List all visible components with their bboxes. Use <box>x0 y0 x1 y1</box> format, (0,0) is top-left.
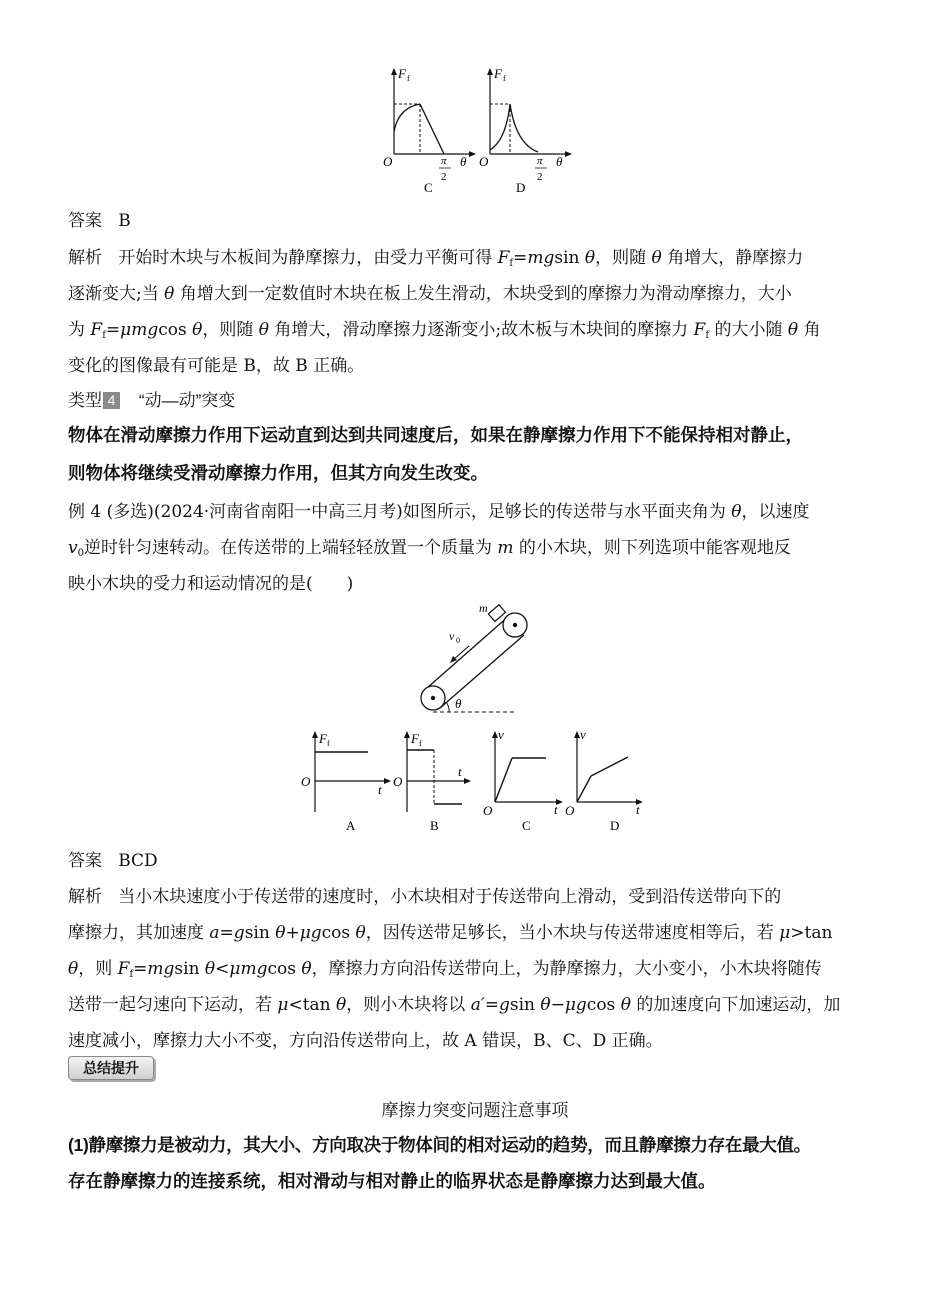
analysis-1-line-1: 解析 开始时木块与木板间为静摩擦力，由受力平衡可得 $F_f=mgsin$ θ，则随 θ 角增大，静摩擦力 <box>68 248 804 269</box>
graph-b <box>393 731 471 833</box>
bold-rule-line-1: 物体在滑动摩擦力作用下运动直到达到共同速度后，如果在静摩擦力作用下不能保持相对静止， <box>68 425 803 445</box>
example-4-line-2: $v_0$逆时针匀速转动。在传送带的上端轻轻放置一个质量为 m 的小木块，则下列选项中能客观地反 <box>68 538 791 559</box>
svg-text:π: π <box>537 155 543 167</box>
svg-text:t: t <box>458 764 462 779</box>
summary-tag: 总结提升 <box>68 1056 154 1080</box>
svg-text:O: O <box>565 803 575 818</box>
svg-text:2: 2 <box>537 171 543 183</box>
label-a: A <box>346 818 356 833</box>
option-graphs <box>298 726 658 838</box>
analysis-2-line-3: θ，则 $F_f=mgsin$ θ<μmgcos θ，摩擦力方向沿传送带向上，为静摩擦力，大小变小，小木块将随传 <box>68 959 822 980</box>
type-4-heading: 类型 4 “动—动”突变 <box>68 391 236 410</box>
example-4-line-1: 例 4 (多选)(2024·河南省南阳一中高三月考)如图所示，足够长的传送带与水平面夹角为 θ，以速度 <box>68 502 810 522</box>
answer-1: 答案 B <box>68 211 131 231</box>
svg-text:O: O <box>479 154 489 169</box>
svg-text:v: v <box>498 727 504 742</box>
svg-text:π: π <box>441 155 447 167</box>
type-number-badge: 4 <box>103 392 120 409</box>
graph-c-option <box>483 727 563 833</box>
svg-text:O: O <box>483 803 493 818</box>
svg-text:O: O <box>301 774 311 789</box>
svg-text:O: O <box>393 774 403 789</box>
svg-text:f: f <box>407 74 410 83</box>
small-block <box>488 605 505 622</box>
graph-a <box>301 731 391 833</box>
label-b: B <box>430 818 439 833</box>
label-d: D <box>516 180 526 195</box>
svg-text:m: m <box>479 601 488 615</box>
svg-text:F: F <box>494 66 502 81</box>
svg-text:θ: θ <box>460 154 467 169</box>
analysis-2-line-2: 摩擦力，其加速度 a=gsin θ+μgcos θ，因传送带足够长，当小木块与传送带速度相等后，若 μ>tan <box>68 923 833 943</box>
svg-text:v: v <box>449 629 455 643</box>
svg-text:O: O <box>383 154 393 169</box>
summary-line-1: (1)静摩擦力是被动力，其大小、方向取决于物体间的相对运动的趋势，而且静摩擦力存在最大值。 <box>68 1135 811 1155</box>
analysis-1-line-2: 逐渐变大;当 θ 角增大到一定数值时木块在板上发生滑动，木块受到的摩擦力为滑动摩擦力，大小 <box>68 284 792 304</box>
svg-text:θ: θ <box>455 696 462 711</box>
label-d-option: D <box>610 818 620 833</box>
svg-text:f: f <box>419 739 422 748</box>
analysis-2-line-1: 解析 当小木块速度小于传送带的速度时，小木块相对于传送带向上滑动，受到沿传送带向下的 <box>68 887 782 907</box>
top-figure <box>380 62 580 202</box>
analysis-2-line-5: 速度减小，摩擦力大小不变，方向沿传送带向上，故 A 错误，B、C、D 正确。 <box>68 1031 663 1051</box>
svg-text:F: F <box>411 731 419 746</box>
svg-text:t: t <box>636 802 640 817</box>
svg-text:v: v <box>580 727 586 742</box>
svg-text:0: 0 <box>456 636 460 645</box>
svg-text:t: t <box>378 782 382 797</box>
graph-d <box>479 66 572 195</box>
c-y-label: F <box>398 66 406 81</box>
label-c: C <box>424 180 433 195</box>
svg-text:f: f <box>327 739 330 748</box>
svg-text:2: 2 <box>441 171 447 183</box>
summary-line-2: 存在静摩擦力的连接系统，相对滑动与相对静止的临界状态是静摩擦力达到最大值。 <box>68 1171 716 1191</box>
svg-text:F: F <box>319 731 327 746</box>
svg-text:t: t <box>554 802 558 817</box>
summary-heading: 摩擦力突变问题注意事项 <box>381 1101 569 1120</box>
graph-d-option <box>565 727 643 833</box>
svg-text:f: f <box>503 74 506 83</box>
example-4-line-3: 映小木块的受力和运动情况的是( ) <box>68 574 354 594</box>
conveyor-belt-figure <box>415 598 535 716</box>
answer-2: 答案 BCD <box>68 851 158 871</box>
analysis-2-line-4: 送带一起匀速向下运动，若 μ<tan θ，则小木块将以 a′=gsin θ−μgcos θ 的加速度向下加速运动，加 <box>68 995 841 1015</box>
analysis-1-line-3: 为 $F_f=\mu mgcos$ θ，则随 θ 角增大，滑动摩擦力逐渐变小;故木板与木块间的摩擦力 $F_f$ 的大小随 θ 角 <box>68 320 821 341</box>
graph-c <box>383 66 476 195</box>
label-c-option: C <box>522 818 531 833</box>
analysis-1-line-4: 变化的图像最有可能是 B，故 B 正确。 <box>68 356 365 376</box>
bold-rule-line-2: 则物体将继续受滑动摩擦力作用，但其方向发生改变。 <box>68 463 488 483</box>
svg-text:θ: θ <box>556 154 563 169</box>
